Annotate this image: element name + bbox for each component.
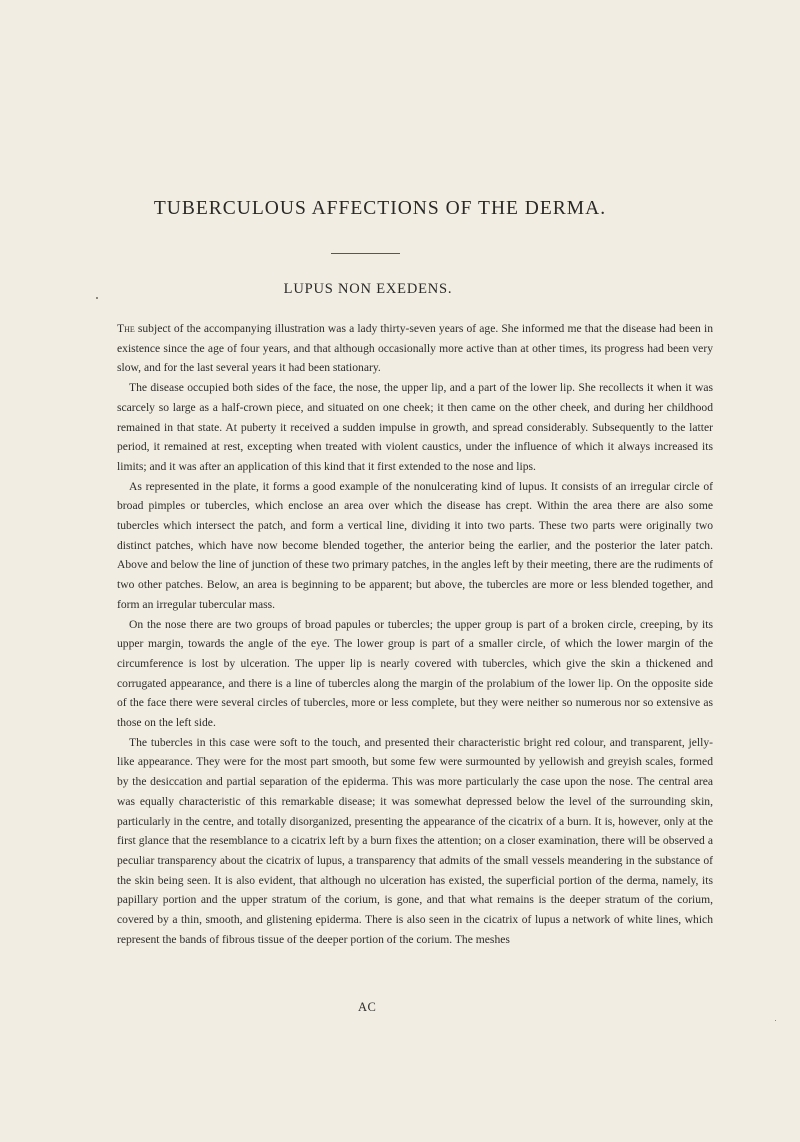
- signature-mark: AC: [358, 1000, 377, 1014]
- paragraph-2: The disease occupied both sides of the face, the nose, the upper lip, and a part of the lower lip. She recollects it when it was scarcely so large as a half-crown piece, and situated on one cheek; it then came on the other cheek, and during her childhood remained in that state. At puberty it received a sudden impulse in growth, and spread considerably. Subsequently to the latter period, it remained at rest, excepting when treated with violent caustics, under the influence of which it always increased its limits; and it was after an application of this kind that it first extended to the nose and lips.: [117, 381, 713, 473]
- paragraph-1-text: subject of the accompanying illustration was a lady thirty-seven years of age. She informed me that the disease had been in existence since the age of four years, and that although occasionally more active than at other times, its progress had been very slow, and for the last several years it had been stationary.: [117, 322, 713, 375]
- paragraph-4: On the nose there are two groups of broad papules or tubercles; the upper group is part of a broken circle, creeping, by its upper margin, towards the angle of the eye. The lower group is part of a smaller circle, of which the lower margin of the circumference is lost by ulceration. The upper lip is nearly covered with tubercles, which give the skin a thickened and corrugated appearance, and there is a line of tubercles along the margin of the prolabium of the lower lip. On the opposite side of the face there were several circles of tubercles, more or less complete, but they were neither so numerous nor so extensive as those on the left side.: [117, 617, 713, 730]
- section-subtitle: LUPUS NON EXEDENS.: [283, 281, 453, 297]
- paper-speck: [775, 1020, 776, 1021]
- body-text: [117, 319, 713, 950]
- paragraph-5: The tubercles in this case were soft to the touch, and presented their characteristic bright red colour, and transparent, jelly-like appearance. They were for the most part smooth, but some few were surmounted by yellowish and greyish scales, formed by the desiccation and partial separation of the epiderma. This was more particularly the case upon the nose. The central area was equally characteristic of this remarkable disease; it was somewhat depressed below the level of the surrounding skin, particularly in the centre, and totally disorganized, presenting the appearance of the cicatrix of a burn. It is, however, only at the first glance that the resemblance to a cicatrix left by a burn fixes the attention; on a closer examination, there will be observed a peculiar transparency about the cicatrix of lupus, a transparency that admits of the small vessels meandering in the substance of the skin being seen. It is also evident, that although no ulceration has existed, the superficial portion of the derma, namely, its papillary portion and the upper stratum of the corium, is gone, and that what remains is the deeper stratum of the corium, covered by a thin, smooth, and glistening epiderma. There is also seen in the cicatrix of lupus a network of white lines, which represent the bands of fibrous tissue of the deeper portion of the corium. The meshes: [117, 735, 713, 946]
- paragraph-1-first-word: The: [117, 322, 135, 335]
- paragraph-3: As represented in the plate, it forms a good example of the nonulcerating kind of lupus. It consists of an irregular circle of broad pimples or tubercles, which enclose an area over which the disease has crept. Within the area there are also some tubercles which intersect the patch, and form a vertical line, dividing it into two parts. These two parts were originally two distinct patches, which have now become blended together, the anterior being the earlier, and the posterior the later patch. Above and below the line of junction of these two primary patches, in the angles left by their meeting, there are the rudiments of two other patches. Below, an area is beginning to be apparent; but above, the tubercles are more or less blended together, and form an irregular tubercular mass.: [117, 479, 713, 611]
- title-divider: [331, 253, 400, 254]
- paragraph-1: [117, 319, 713, 378]
- paper-speck: [96, 297, 98, 299]
- page-title: TUBERCULOUS AFFECTIONS OF THE DERMA.: [153, 198, 607, 219]
